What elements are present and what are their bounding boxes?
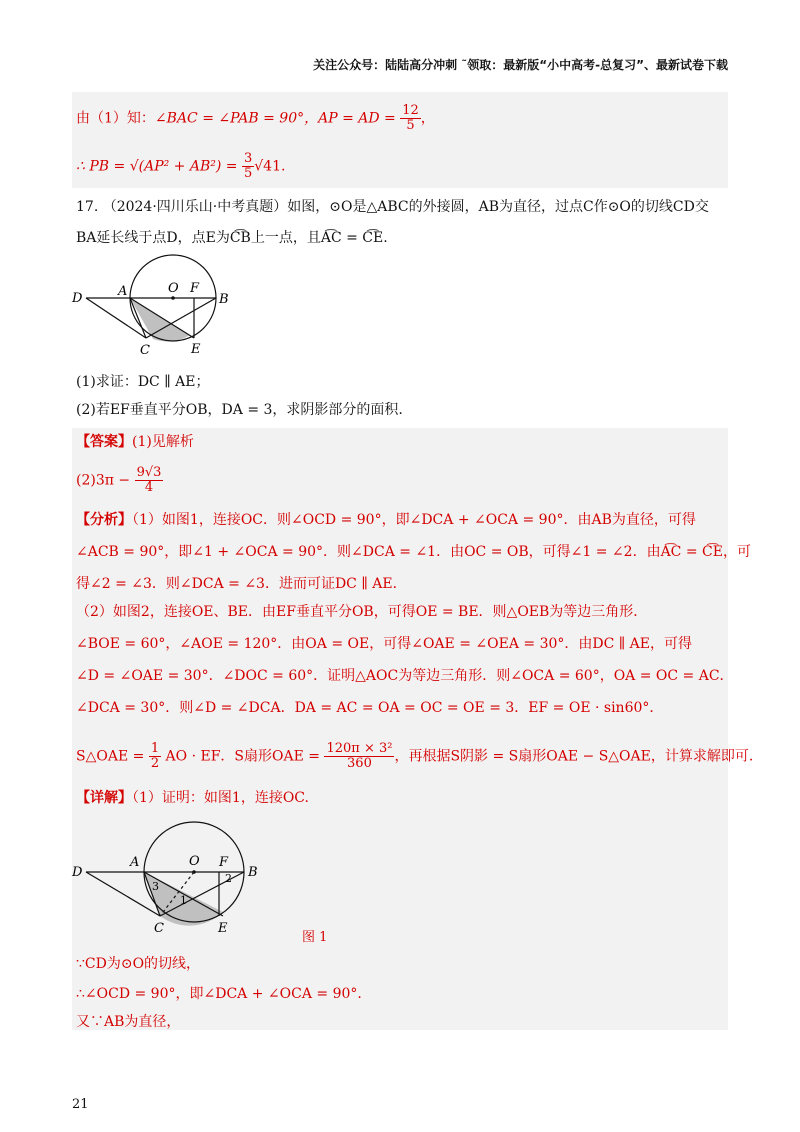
prev-solution-line2: ∴ PB = √(AP² + AB²) = $\frac{3}{5}$ √41. bbox=[76, 151, 286, 181]
label-o: O bbox=[168, 281, 179, 296]
detail-line3: ∴∠OCD = 90°，即∠DCA + ∠OCA = 90°. bbox=[76, 986, 362, 1002]
label-c: C bbox=[140, 343, 150, 358]
label-e-2: E bbox=[218, 921, 228, 936]
detail-line4: 又∵AB为直径， bbox=[76, 1014, 181, 1030]
angle-3-label: 3 bbox=[152, 880, 159, 893]
figure-1-caption: 图 1 bbox=[302, 930, 328, 945]
figure-2 bbox=[68, 812, 268, 942]
analysis-line5: ∠BOE = 60°，∠AOE = 120°．由OA = OE，可得∠OAE = ∠OEA = 30°．由DC ∥ AE，可得 bbox=[76, 636, 693, 652]
label-b: B bbox=[219, 292, 229, 307]
label-a-2: A bbox=[130, 855, 140, 870]
analysis-line1: 【分析】（1）如图1，连接OC．则∠OCD = 90°，即∠DCA + ∠OCA = 90°．由AB为直径，可得 bbox=[76, 512, 696, 528]
analysis-line6: ∠D = ∠OAE = 30°．∠DOC = 60°．证明△AOC为等边三角形．则∠OCA = 60°，OA = OC = AC． bbox=[76, 668, 734, 684]
prev-solution-line1: 由（1）知：∠BAC = ∠PAB = 90°，AP = AD = $\frac{12}{5}$ ， bbox=[76, 103, 435, 133]
answer-line: 【答案】(1)见解析 bbox=[76, 434, 194, 450]
question-2: (2)若EF垂直平分OB，DA = 3，求阴影部分的面积. bbox=[76, 402, 403, 418]
problem-line1: 17. （2024·四川乐山·中考真题）如图，⊙O是△ABC的外接圆，AB为直径，过点C作⊙O的切线CD交 bbox=[76, 199, 709, 215]
label-f: F bbox=[190, 281, 200, 296]
label-c-2: C bbox=[154, 921, 164, 936]
label-b-2: B bbox=[248, 865, 258, 880]
analysis-line3: 得∠2 = ∠3．则∠DCA = ∠3．进而可证DC ∥ AE． bbox=[76, 576, 407, 592]
detail-line2: ∵CD为⊙O的切线， bbox=[76, 956, 201, 972]
problem-line2: BA延长线于点D，点E为C͡B上一点，且A͡C = C͡E. bbox=[76, 230, 388, 246]
question-1: (1)求证：DC ∥ AE； bbox=[76, 374, 210, 390]
angle-2-label: 2 bbox=[225, 872, 232, 885]
analysis-line2: ∠ACB = 90°，即∠1 + ∠OCA = 90°．则∠DCA = ∠1．由OC = OB，可得∠1 = ∠2．由A͡C = C͡E，可 bbox=[76, 544, 751, 560]
label-a: A bbox=[118, 284, 128, 299]
label-o-2: O bbox=[189, 854, 200, 869]
answer-part2: (2)3π − $\frac{9√3}{4}$ bbox=[76, 465, 162, 495]
label-e: E bbox=[191, 342, 201, 357]
detail-line1: 【详解】（1）证明：如图1，连接OC. bbox=[76, 790, 309, 806]
page-number: 21 bbox=[72, 1097, 89, 1112]
label-f-2: F bbox=[219, 855, 229, 870]
angle-1-label: 1 bbox=[180, 894, 187, 907]
analysis-line7: ∠DCA = 30°．则∠D = ∠DCA．DA = AC = OA = OC = OE = 3．EF = OE · sin60°． bbox=[76, 700, 664, 716]
label-d: D bbox=[72, 291, 83, 306]
label-d-2: D bbox=[72, 865, 83, 880]
analysis-line8: S△OAE = $\frac{1}{2}$ AO · EF．S扇形OAE = $\frac{\text{120π × 3²}}{360}$ ，再根据S阴影 = S扇形OAE − S△OAE，计算求解即可. bbox=[76, 741, 754, 771]
figure-1 bbox=[68, 250, 238, 360]
page-header: 关注公众号：陆陆高分冲刺 ˜领取：最新版“小中高考-总复习”、最新试卷下载 bbox=[313, 58, 728, 72]
analysis-line4: （2）如图2，连接OE、BE．由EF垂直平分OB，可得OE = BE．则△OEB为等边三角形． bbox=[76, 604, 648, 620]
